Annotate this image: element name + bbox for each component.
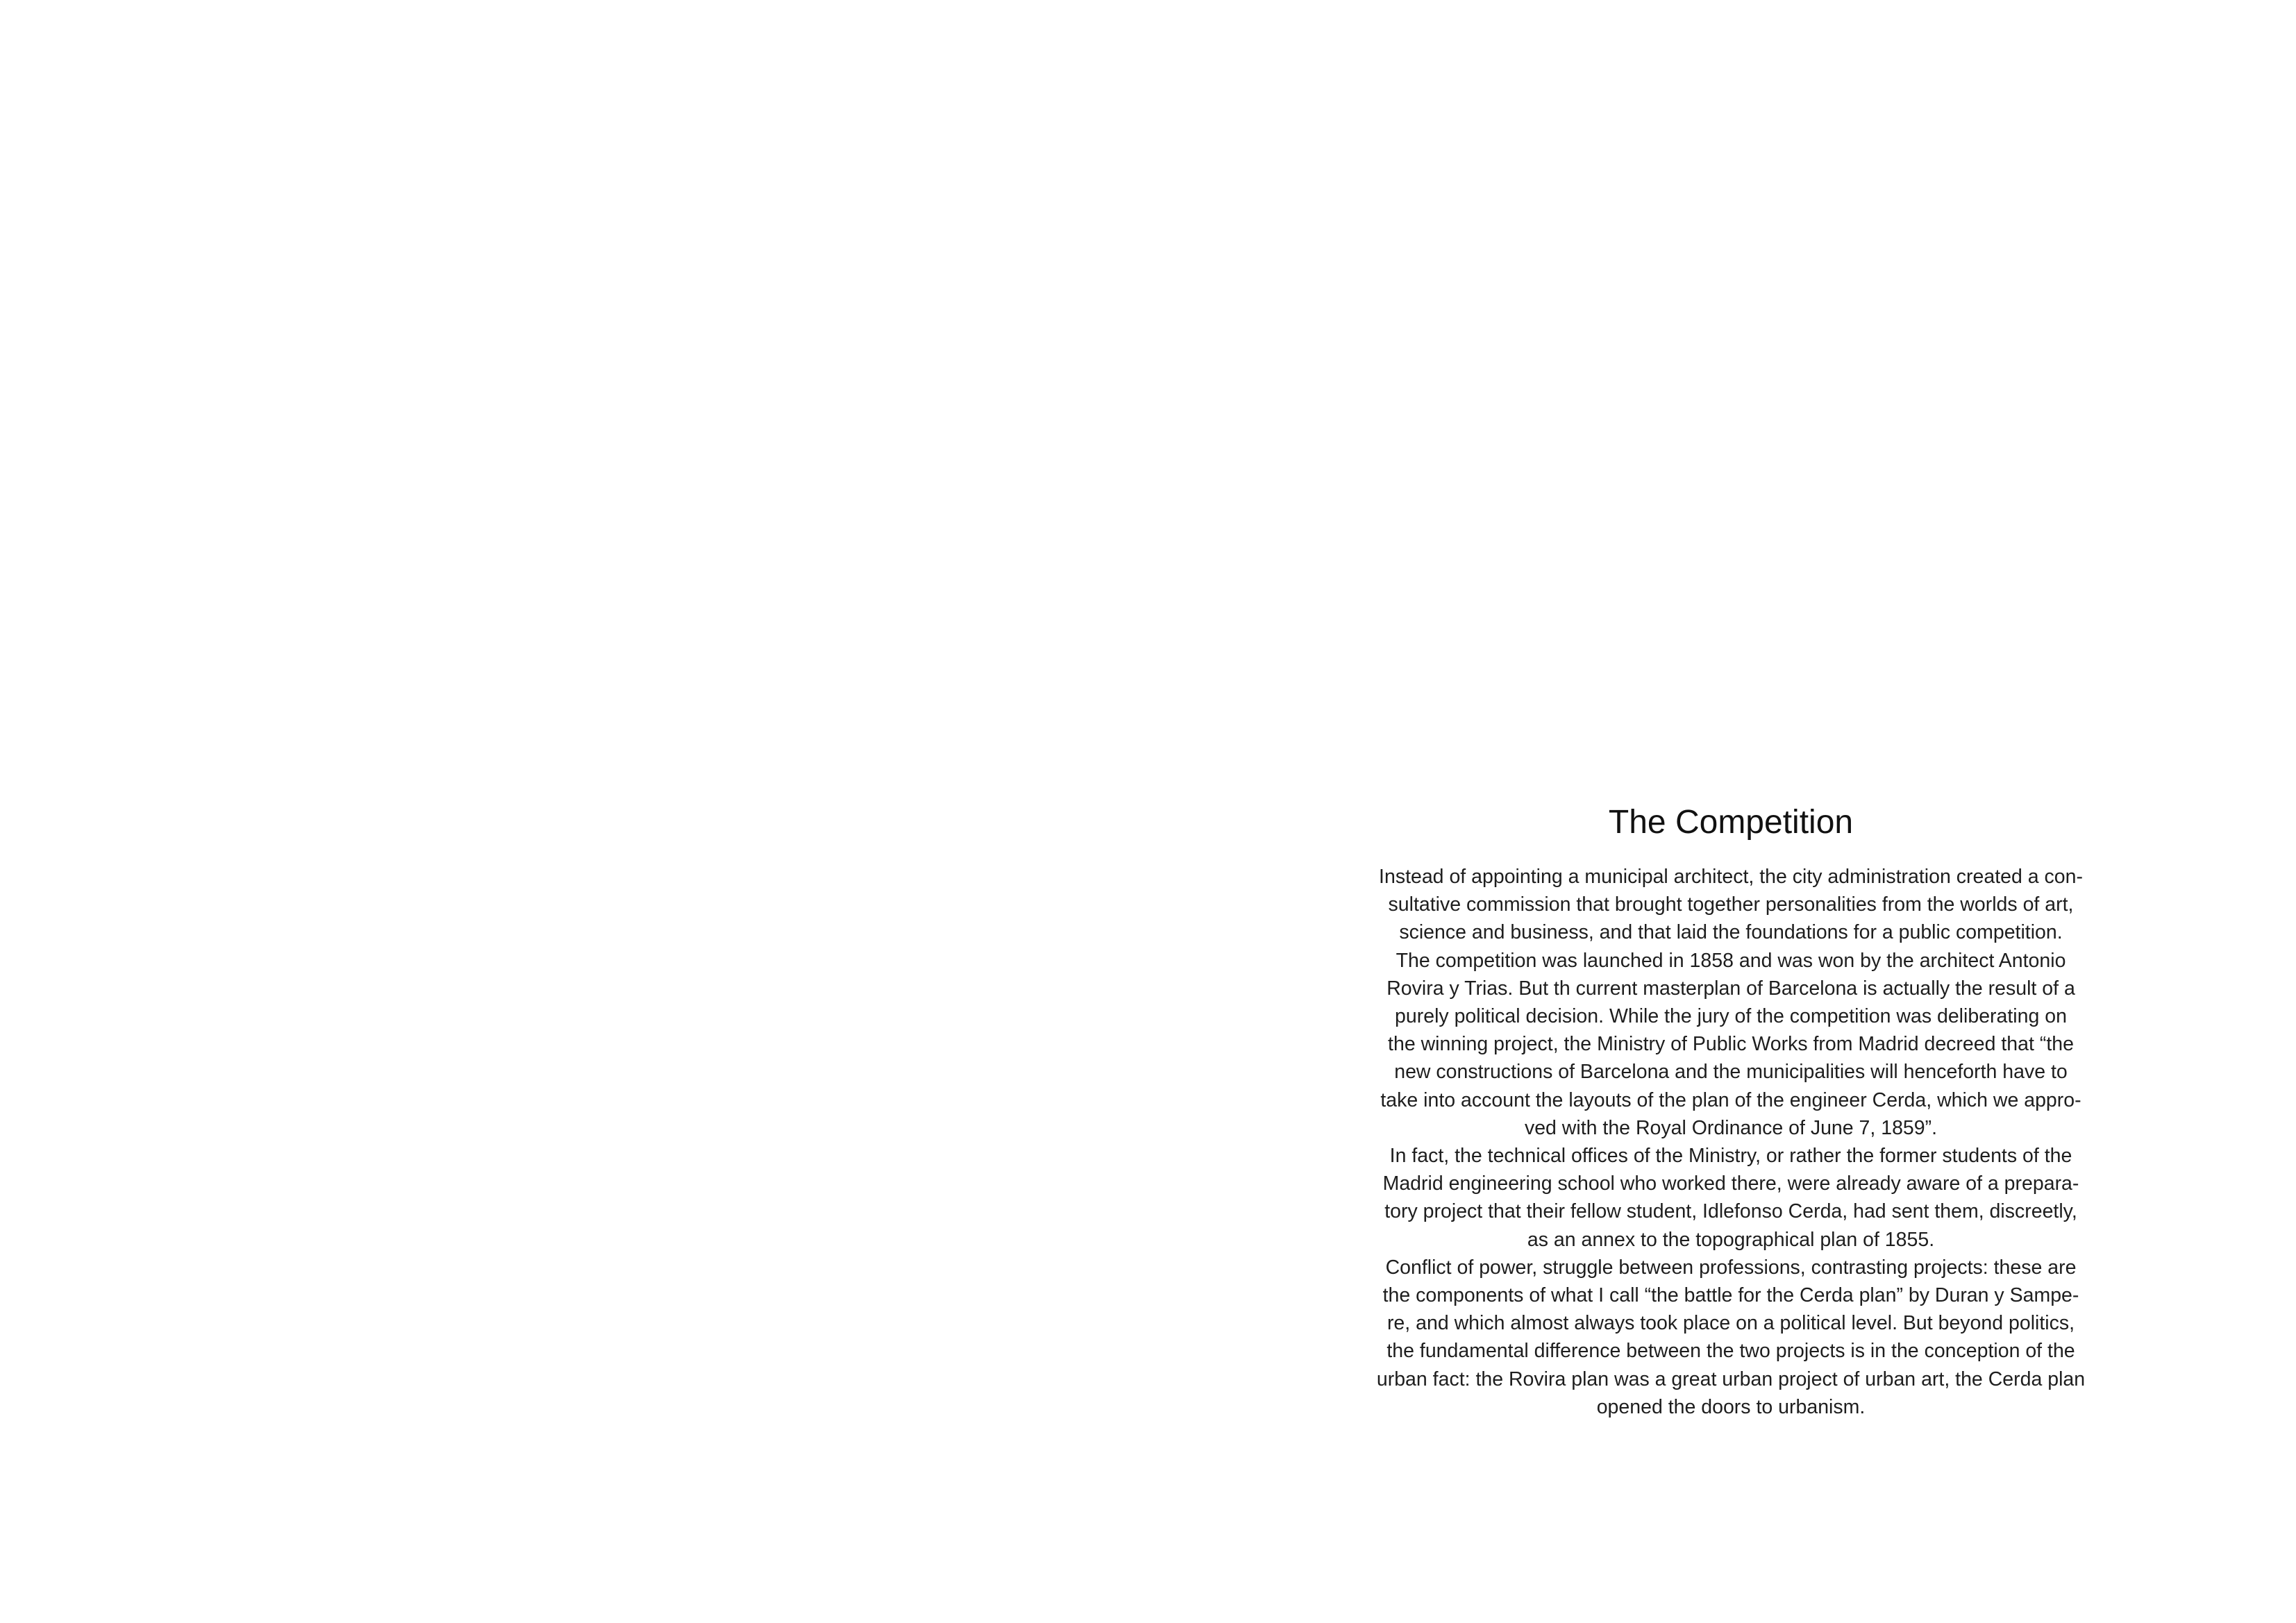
article-paragraph: Conflict of power, struggle between professions, contrasting projects: these are the components of what I call “the battle for the Cerda plan” by Duran y Sampe- re, and which almost always took place on a political level. But beyond politics, the fundamental difference between the two projects is in the conception of the urban fact: the Rovira plan was a great urban project of urban art, the Cerda plan opened the doors to urbanism. (1376, 1256, 2086, 1418)
article-title: The Competition (1608, 804, 1854, 841)
article (1238, 802, 2224, 1421)
article-paragraph: The competition was launched in 1858 and was won by the architect Antonio Rovira y Trias. But th current masterplan of Barcelona is actually the result of a purely political decision. While the jury of the competition was deliberating on the winning project, the Ministry of Public Works from Madrid decreed that “the new constructions of Barcelona and the municipalities will henceforth have to take into account the layouts of the plan of the engineer Cerda, which we appro- ved with the Royal Ordinance of June 7, 1859”. (1380, 949, 2081, 1139)
article-paragraph: In fact, the technical offices of the Ministry, or rather the former students of the Madrid engineering school who worked there, were already aware of a prepara- tory project that their fellow student, Idlefonso Cerda, had sent them, discreetly, as an annex to the topographical plan of 1855. (1382, 1145, 2079, 1251)
right-page (1148, 0, 2296, 1623)
article-paragraph: Instead of appointing a municipal architect, the city administration created a con- sultative commission that brought together personalities from the worlds of art, science and business, and that laid the foundations for a public competition. (1379, 866, 2083, 944)
